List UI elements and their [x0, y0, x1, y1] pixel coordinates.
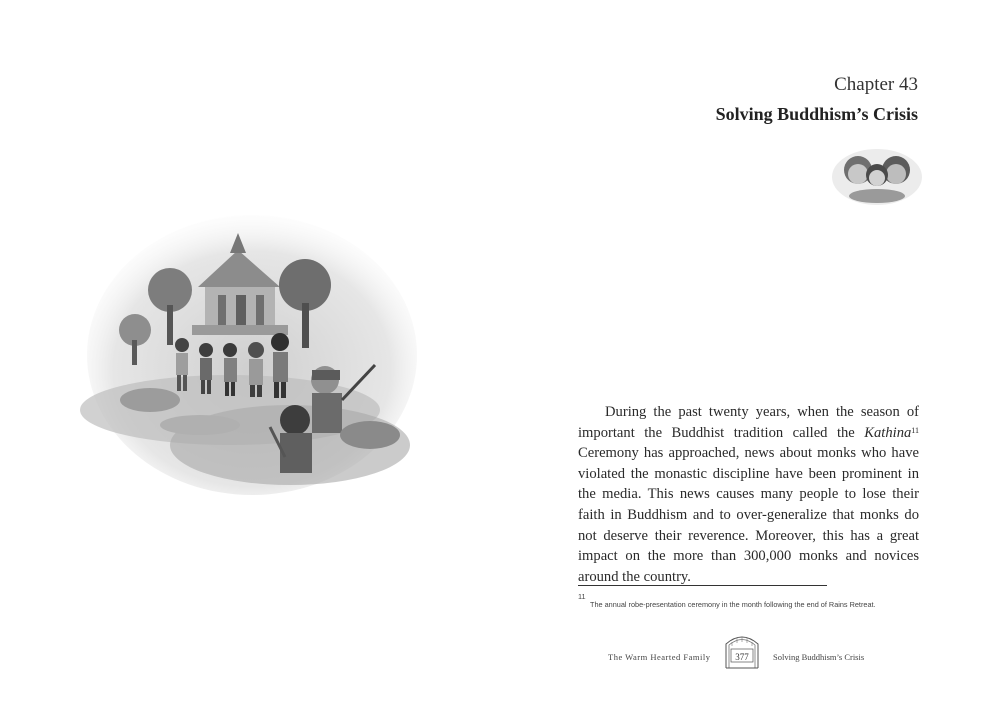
- footer-book-title: The Warm Hearted Family: [608, 652, 711, 662]
- footer-chapter-title: Solving Buddhism’s Crisis: [773, 652, 865, 662]
- body-text-before-term: During the past twenty years, when the season of important the Buddhist tradition called the: [578, 404, 919, 441]
- chapter-number: Chapter 43: [834, 74, 918, 95]
- page-number-arch-icon: [724, 632, 760, 669]
- right-page: [500, 0, 1000, 707]
- chapter-body-paragraph: [578, 402, 919, 587]
- footnote-reference[interactable]: 11: [911, 425, 919, 435]
- kathina-term: Kathina: [864, 424, 912, 441]
- footnote-text: The annual robe-presentation ceremony in the month following the end of Rains Retreat.: [590, 600, 876, 609]
- temple-family-illustration: [80, 195, 425, 495]
- body-text-after-term: Ceremony has approached, news about monks who have violated the monastic discipline have been prominent in the media. This news causes many people to lose their faith in Buddhism and to over-generalize that monks do not deserve their reverence. Moreover, this has a great impact on the more than 300,000 monks and novices around the country.: [578, 445, 919, 585]
- footnote-number: 11: [578, 592, 586, 601]
- footnote: [578, 592, 876, 609]
- footnote-divider: [578, 585, 827, 586]
- family-faces-illustration: [830, 142, 925, 207]
- page-number: 377: [735, 652, 749, 662]
- chapter-title: Solving Buddhism’s Crisis: [715, 104, 918, 124]
